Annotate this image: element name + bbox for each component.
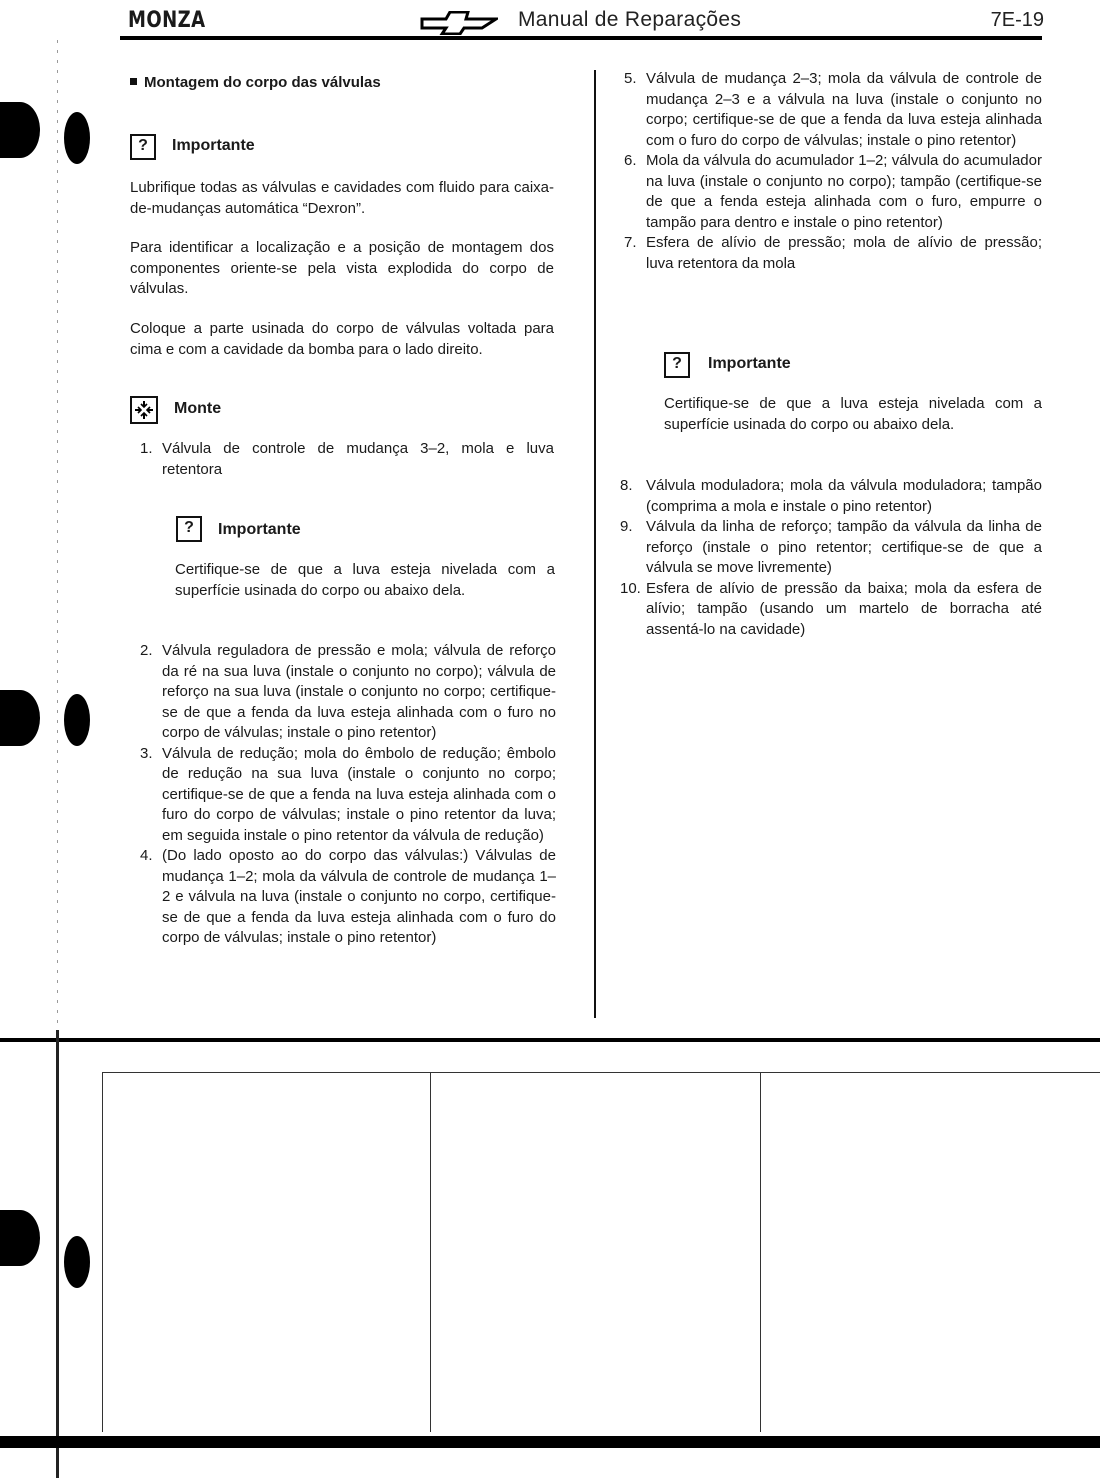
binder-hole xyxy=(64,112,90,164)
binding-spine xyxy=(56,1030,59,1478)
binder-hole xyxy=(0,1210,40,1266)
bottom-frame-line xyxy=(102,1072,1100,1073)
list-item: 6. Mola da válvula do acumulador 1–2; válvula do acumulador na luva (instale o conjunto no corpo); tampão (certifique-se de que a fenda esteja alinhada com o furo, empurre o tampão para dentro e instale o pino retentor) xyxy=(624,152,1042,231)
important-label: Importante xyxy=(708,355,791,372)
important-icon: ? xyxy=(130,134,156,160)
list-item: 10. Esfera de alívio de pressão da baixa; mola da esfera de alívio; tampão (usando um martelo de borracha até assentá-lo na cavidade) xyxy=(620,579,1042,638)
header-title: Manual de Reparações xyxy=(518,8,742,31)
header-model: MONZA xyxy=(128,8,206,33)
important-icon: ? xyxy=(176,516,202,542)
bottom-frame-divider xyxy=(430,1072,431,1432)
steps-list-2 xyxy=(140,641,556,949)
important-label: Importante xyxy=(218,521,301,538)
header-rule xyxy=(120,36,1042,40)
list-item: 9. Válvula da linha de reforço; tampão da válvula da linha de reforço (instale o pino retentor; certifique-se de que a válvula se move livremente) xyxy=(620,518,1042,576)
page-number: 7E-19 xyxy=(990,9,1044,31)
bottom-frame-edge xyxy=(102,1072,103,1432)
binder-hole xyxy=(0,690,40,746)
assembly-icon xyxy=(130,396,158,424)
list-item: 7. Esfera de alívio de pressão; mola de alívio de pressão; luva retentora da mola xyxy=(624,234,1042,272)
list-item: 4. (Do lado oposto ao do corpo das válvulas:) Válvulas de mudança 1–2; mola da válvula de controle de mudança 1–2 e válvula na luva (instale o conjunto no corpo, certifique-se de que a fenda da luva esteja alinhada com o furo do corpo de válvulas; instale o pino retentor) xyxy=(140,847,556,946)
steps-list-1 xyxy=(140,439,554,480)
steps-list-4 xyxy=(620,476,1042,640)
bottom-frame-divider xyxy=(760,1072,761,1432)
important-note: Certifique-se de que a luva esteja nivelada com a superfície usinada do corpo ou abaixo dela. xyxy=(175,561,555,599)
column-divider xyxy=(594,70,596,1018)
bottom-frame-rule xyxy=(0,1038,1100,1042)
binder-hole xyxy=(0,102,40,158)
list-item: 1. Válvula de controle de mudança 3–2, mola e luva retentora xyxy=(140,440,554,478)
monte-label: Monte xyxy=(174,400,222,417)
list-item: 3. Válvula de redução; mola do êmbolo de redução; êmbolo de redução na sua luva (instale o conjunto no corpo; certifique-se de que a fenda na luva esteja alinhada com o furo do corpo de válvulas; instale o pino retentor da luva; em seguida instale o pino retentor da válvula de redução) xyxy=(140,744,556,844)
binder-hole xyxy=(64,694,90,746)
important-label: Importante xyxy=(172,137,255,154)
section-title: Montagem do corpo das válvulas xyxy=(130,74,381,91)
bottom-frame-base xyxy=(0,1436,1100,1448)
binder-hole xyxy=(64,1236,90,1288)
list-item: 5. Válvula de mudança 2–3; mola da válvula de controle de mudança 2–3 e a válvula na luva (instale o conjunto no corpo; certifique-se de que a fenda da luva esteja alinhada com o furo do corpo de válvulas; instale o pino retentor) xyxy=(624,70,1042,149)
important-icon: ? xyxy=(664,352,690,378)
list-item: 8. Válvula moduladora; mola da válvula moduladora; tampão (comprima a mola e instale o pino retentor) xyxy=(620,477,1042,515)
paragraph-identify: Para identificar a localização e a posição de montagem dos componentes oriente-se pela vista explodida do corpo de válvulas. xyxy=(130,239,554,297)
list-item: 2. Válvula reguladora de pressão e mola; válvula de reforço da ré na sua luva (instale o conjunto no corpo); válvula de reforço na sua luva (instale o conjunto no corpo; certifique-se de que a fenda da luva esteja alinhada com o furo no corpo de válvulas; instale o pino retentor) xyxy=(140,642,556,741)
paragraph-position: Coloque a parte usinada do corpo de válvulas voltada para cima e com a cavidade da bomba para o lado direito. xyxy=(130,320,554,358)
important-note: Certifique-se de que a luva esteja nivelada com a superfície usinada do corpo ou abaixo dela. xyxy=(664,395,1042,433)
steps-list-3 xyxy=(624,69,1042,274)
paragraph-lubricate: Lubrifique todas as válvulas e cavidades com fluido para caixa-de-mudanças automática “Dexron”. xyxy=(130,179,554,217)
chevrolet-bowtie-icon xyxy=(420,11,498,35)
